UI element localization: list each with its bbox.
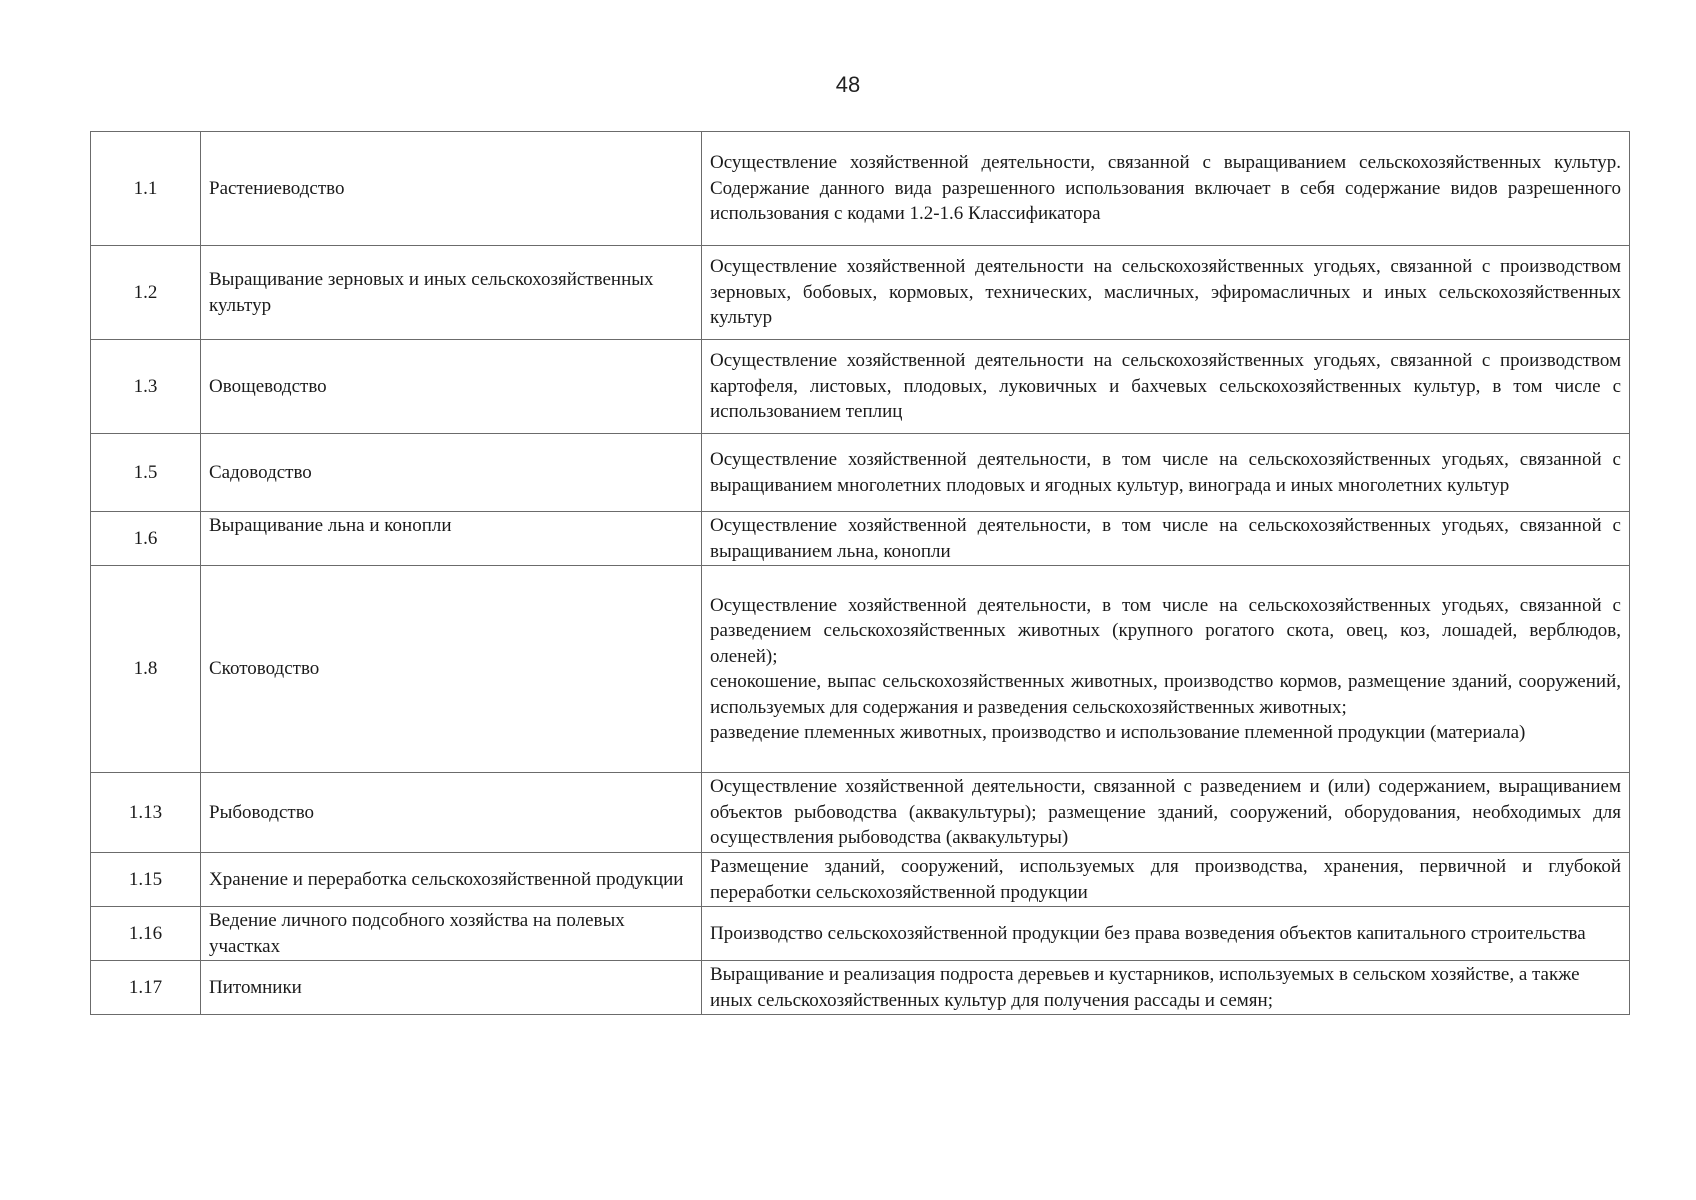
description-paragraph: сенокошение, выпас сельскохозяйственных животных, производство кормов, размещение зданий, сооружений, используемых для содержания и разведения сельскохозяйственных животных; [710,671,1621,718]
row-description [702,853,1630,907]
table-row [91,246,1630,340]
table-row [91,132,1630,246]
row-description [702,512,1630,566]
table-row [91,853,1630,907]
description-paragraph: Выращивание и реализация подроста деревьев и кустарников, используемых в сельском хозяйстве, а также иных сельскохозяйственных культур для получения рассады и семян; [710,964,1580,1011]
row-description [702,340,1630,434]
row-code: 1.6 [91,512,201,566]
row-name: Выращивание зерновых и иных сельскохозяйственных культур [201,246,702,340]
row-name: Питомники [201,961,702,1015]
row-name: Хранение и переработка сельскохозяйственной продукции [201,853,702,907]
row-name: Выращивание льна и конопли [201,512,702,566]
description-paragraph: Осуществление хозяйственной деятельности на сельскохозяйственных угодьях, связанной с производством зерновых, бобовых, кормовых, технических, масличных, эфиромасличных и иных сельскохозяйственных культур [710,256,1621,329]
description-paragraph: Осуществление хозяйственной деятельности, в том числе на сельскохозяйственных угодьях, связанной с выращиванием многолетних плодовых и ягодных культур, винограда и иных многолетних культур [710,449,1621,496]
row-code: 1.1 [91,132,201,246]
row-description [702,907,1630,961]
row-code: 1.16 [91,907,201,961]
row-name: Скотоводство [201,566,702,773]
row-description [702,434,1630,512]
table-row [91,566,1630,773]
row-description [702,566,1630,773]
row-name: Овощеводство [201,340,702,434]
description-paragraph: Осуществление хозяйственной деятельности, связанной с разведением и (или) содержанием, выращиванием объектов рыбоводства (аквакультуры); размещение зданий, сооружений, оборудования, необходимых для осуществления рыбоводства (аквакультуры) [710,776,1621,849]
row-code: 1.8 [91,566,201,773]
row-description [702,132,1630,246]
row-code: 1.13 [91,773,201,853]
description-paragraph: Осуществление хозяйственной деятельности, в том числе на сельскохозяйственных угодьях, связанной с выращиванием льна, конопли [710,515,1621,562]
table-row [91,434,1630,512]
description-paragraph: Осуществление хозяйственной деятельности, в том числе на сельскохозяйственных угодьях, связанной с разведением сельскохозяйственных животных (крупного рогатого скота, овец, коз, лошадей, верблюдов, оленей); [710,594,1621,667]
land-use-table [90,131,1630,1015]
row-code: 1.17 [91,961,201,1015]
table-row [91,340,1630,434]
row-code: 1.3 [91,340,201,434]
row-code: 1.2 [91,246,201,340]
description-paragraph: Осуществление хозяйственной деятельности на сельскохозяйственных угодьях, связанной с производством картофеля, листовых, плодовых, луковичных и бахчевых сельскохозяйственных культур, в том числе с использованием теплиц [710,350,1621,423]
description-paragraph: Производство сельскохозяйственной продукции без права возведения объектов капитального строительства [710,922,1586,944]
table-row [91,773,1630,853]
row-name: Садоводство [201,434,702,512]
table-row [91,961,1630,1015]
row-code: 1.5 [91,434,201,512]
row-description [702,246,1630,340]
description-paragraph: разведение племенных животных, производство и использование племенной продукции (материала) [710,722,1526,743]
row-name: Ведение личного подсобного хозяйства на полевых участках [201,907,702,961]
page-number: 48 [835,72,861,97]
table-row [91,907,1630,961]
row-name: Рыбоводство [201,773,702,853]
row-code: 1.15 [91,853,201,907]
row-description [702,961,1630,1015]
description-paragraph: Размещение зданий, сооружений, используемых для производства, хранения, первичной и глубокой переработки сельскохозяйственной продукции [710,856,1621,903]
row-description [702,773,1630,853]
table-row [91,512,1630,566]
row-name: Растениеводство [201,132,702,246]
description-paragraph: Осуществление хозяйственной деятельности, связанной с выращиванием сельскохозяйственных культур. Содержание данного вида разрешенного использования включает в себя содержание видов разрешенного использования с кодами 1.2-1.6 Классификатора [710,152,1621,225]
